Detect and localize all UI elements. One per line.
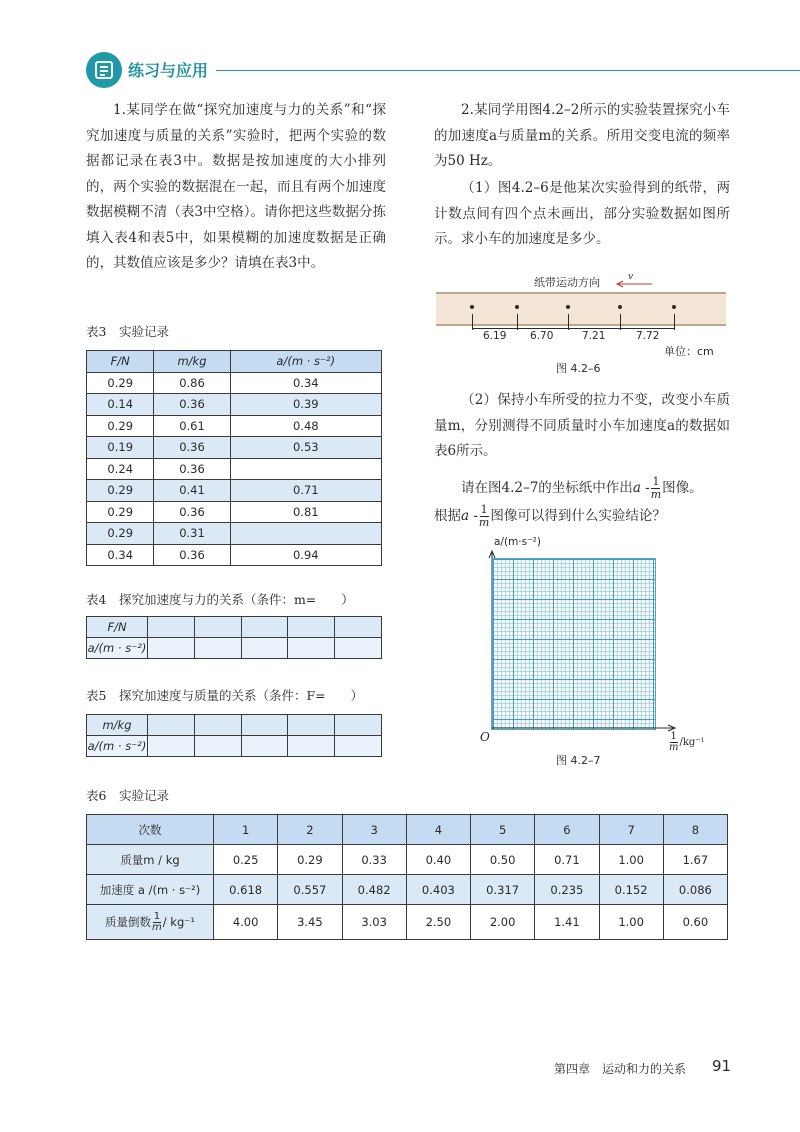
table-cell: 0.14 <box>87 394 154 416</box>
table-cell: 1.41 <box>535 905 599 940</box>
segment-length: 7.72 <box>636 330 660 342</box>
table-cell: 4.00 <box>214 905 278 940</box>
table-cell: 0.36 <box>154 544 230 566</box>
table-cell: 0.29 <box>87 501 154 523</box>
question-2-part-2: （2）保持小车所受的拉力不变，改变小车质量m，分别测得不同质量时小车加速度a的数据如表6所示。 <box>434 392 730 459</box>
table-cell: 0.39 <box>230 394 381 416</box>
table-row <box>87 905 728 940</box>
table-cell: 0.152 <box>599 875 663 905</box>
table-cell: 0.29 <box>278 845 342 875</box>
blank-cell[interactable] <box>335 715 382 736</box>
segment-length: 7.21 <box>582 330 606 342</box>
question-2-part-3-line2 <box>434 504 734 529</box>
table-cell: 0.482 <box>342 875 406 905</box>
question-2-part-1: （1）图4.2–6是他某次实验得到的纸带，两计数点间有四个点未画出，部分实验数据如图所示。求小车的加速度是多少。 <box>434 180 730 247</box>
numerator: 1 <box>652 475 660 488</box>
text-span: 根据 <box>434 508 461 524</box>
table-cell: 1.00 <box>599 905 663 940</box>
unit-label: 单位：cm <box>664 345 714 358</box>
header-rule <box>216 70 800 71</box>
blank-cell[interactable] <box>148 617 195 638</box>
blank-cell[interactable] <box>288 736 335 757</box>
table-row <box>87 437 382 459</box>
origin-label: O <box>480 730 490 744</box>
table-cell: 0.71 <box>535 845 599 875</box>
table-cell: 0.25 <box>214 845 278 875</box>
table-cell: 0.086 <box>663 875 727 905</box>
table-cell: 2.00 <box>471 905 535 940</box>
denominator: m <box>650 488 662 501</box>
table-cell: 0.317 <box>471 875 535 905</box>
row-label: m/kg <box>87 715 148 736</box>
text-span: 图像。 <box>662 480 703 496</box>
table-cell: 0.24 <box>87 458 154 480</box>
direction-arrow-icon <box>614 280 654 288</box>
count-point <box>470 305 474 309</box>
row-label: a/(m · s⁻²) <box>87 736 148 757</box>
table-cell: 0.40 <box>406 845 470 875</box>
table-cell: 0.34 <box>230 372 381 394</box>
table-cell: 0.403 <box>406 875 470 905</box>
blank-cell[interactable] <box>148 715 195 736</box>
label-text: 质量倒数 <box>105 914 152 929</box>
tick-mark <box>674 314 675 330</box>
graph-paper[interactable] <box>492 558 656 730</box>
x-axis <box>488 723 678 733</box>
table-cell: 0.36 <box>154 458 230 480</box>
row-label: F/N <box>87 617 148 638</box>
table-row <box>87 638 382 659</box>
blank-cell[interactable] <box>230 458 381 480</box>
count-point <box>672 305 676 309</box>
fraction <box>669 732 678 753</box>
table-header-row <box>87 815 728 845</box>
figure-caption: 图 4.2–6 <box>556 362 601 375</box>
tape-direction-label: 纸带运动方向 <box>534 276 600 289</box>
row-label: 加速度 a /(m · s⁻²) <box>87 875 214 905</box>
blank-cell[interactable] <box>194 736 241 757</box>
numerator: 1 <box>670 731 677 742</box>
denominator: m <box>669 742 679 753</box>
table-cell: 0.29 <box>87 480 154 502</box>
table6-caption: 表6 实验记录 <box>86 788 169 803</box>
table-cell: 0.60 <box>663 905 727 940</box>
fraction <box>479 504 489 529</box>
table-row <box>87 715 382 736</box>
x-axis-label <box>668 732 705 753</box>
table-row <box>87 875 728 905</box>
table-header-cell: 4 <box>406 815 470 845</box>
table-header-cell: 8 <box>663 815 727 845</box>
table-cell: 0.31 <box>154 523 230 545</box>
count-point <box>515 305 519 309</box>
table-cell: 0.86 <box>154 372 230 394</box>
table-cell: 0.36 <box>154 437 230 459</box>
table-cell: 0.94 <box>230 544 381 566</box>
table-cell: 0.53 <box>230 437 381 459</box>
blank-cell[interactable] <box>194 617 241 638</box>
text-span: 请在图4.2–7的坐标纸中作出 <box>461 480 633 496</box>
table5 <box>86 714 382 757</box>
fraction <box>152 912 162 933</box>
section-title: 练习与应用 <box>128 61 209 80</box>
blank-cell[interactable] <box>194 715 241 736</box>
table-row <box>87 523 382 545</box>
table-cell: 0.29 <box>87 415 154 437</box>
table-header-cell: m/kg <box>154 351 230 373</box>
table-header-cell: 6 <box>535 815 599 845</box>
table-cell: 0.618 <box>214 875 278 905</box>
blank-cell[interactable] <box>241 736 288 757</box>
table-row <box>87 372 382 394</box>
table-cell: 0.71 <box>230 480 381 502</box>
blank-cell[interactable] <box>241 638 288 659</box>
table-cell: 0.36 <box>154 501 230 523</box>
table-header-cell: 1 <box>214 815 278 845</box>
table-cell: 0.48 <box>230 415 381 437</box>
numerator: 1 <box>480 503 488 516</box>
table-row <box>87 617 382 638</box>
table-cell: 0.50 <box>471 845 535 875</box>
table-header-row <box>87 351 382 373</box>
table-row <box>87 544 382 566</box>
blank-cell[interactable] <box>288 638 335 659</box>
table-cell: 0.29 <box>87 372 154 394</box>
blank-cell[interactable] <box>335 638 382 659</box>
blank-cell[interactable] <box>194 638 241 659</box>
numerator: 1 <box>153 910 161 922</box>
row-label: 质量m / kg <box>87 845 214 875</box>
table-header-cell: 7 <box>599 815 663 845</box>
table6 <box>86 814 728 940</box>
table-header-cell: 5 <box>471 815 535 845</box>
table-cell: 3.45 <box>278 905 342 940</box>
table-cell: 3.03 <box>342 905 406 940</box>
math-expr: a - <box>632 480 650 496</box>
page-number: 91 <box>712 1057 732 1075</box>
denominator: m <box>478 516 490 529</box>
table3-caption: 表3 实验记录 <box>86 324 169 339</box>
question-2-part-3 <box>434 476 734 501</box>
table-header-cell: a/(m · s⁻²) <box>230 351 381 373</box>
table4-caption: 表4 探究加速度与力的关系（条件：m= ） <box>86 592 354 607</box>
row-label: a/(m · s⁻²) <box>87 638 148 659</box>
table-row <box>87 501 382 523</box>
question-1: 1.某同学在做“探究加速度与力的关系”和“探究加速度与质量的关系”实验时，把两个实验的数据都记录在表3中。数据是按加速度的大小排列的，两个实验的数据混在一起，而且有两个加速度数据模糊不清（表3中空格）。请你把这些数据分拣填入表4和表5中，如果模糊的加速度数据是正确的，其数值应该是多少？请填在表3中。 <box>86 102 386 271</box>
count-point <box>618 305 622 309</box>
denominator: m <box>152 921 162 933</box>
blank-cell[interactable] <box>288 715 335 736</box>
blank-cell[interactable] <box>241 617 288 638</box>
math-expr: a - <box>461 508 478 524</box>
table5-caption: 表5 探究加速度与质量的关系（条件：F= ） <box>86 688 364 703</box>
table3 <box>86 350 382 566</box>
text-span: 图像可以得到什么实验结论？ <box>490 508 666 524</box>
velocity-label: v <box>628 272 634 282</box>
table-cell: 1.00 <box>599 845 663 875</box>
table-row <box>87 394 382 416</box>
blank-cell[interactable] <box>335 617 382 638</box>
blank-cell[interactable] <box>288 617 335 638</box>
table-header-cell: 3 <box>342 815 406 845</box>
segment-length: 6.19 <box>483 330 507 342</box>
table-cell: 0.19 <box>87 437 154 459</box>
table-cell: 2.50 <box>406 905 470 940</box>
blank-cell[interactable] <box>148 736 195 757</box>
dimension-line <box>472 328 674 329</box>
table-cell: 0.61 <box>154 415 230 437</box>
figure-caption: 图 4.2–7 <box>556 754 601 767</box>
blank-cell[interactable] <box>230 523 381 545</box>
table-cell: 0.41 <box>154 480 230 502</box>
table-cell: 1.67 <box>663 845 727 875</box>
table-header-cell: F/N <box>87 351 154 373</box>
table-row <box>87 458 382 480</box>
table-cell: 0.235 <box>535 875 599 905</box>
blank-cell[interactable] <box>148 638 195 659</box>
table-cell: 0.81 <box>230 501 381 523</box>
table4 <box>86 616 382 659</box>
count-point <box>566 305 570 309</box>
blank-cell[interactable] <box>241 715 288 736</box>
table-row <box>87 845 728 875</box>
chapter-label: 第四章 运动和力的关系 <box>554 1062 687 1076</box>
table-row <box>87 415 382 437</box>
fraction <box>651 476 661 501</box>
table-row <box>87 480 382 502</box>
segment-length: 6.70 <box>530 330 554 342</box>
y-axis-label: a/(m·s⁻²) <box>494 536 541 548</box>
paper-tape <box>436 292 726 326</box>
row-label <box>87 905 214 940</box>
table-cell: 0.29 <box>87 523 154 545</box>
table-header-cell: 次数 <box>87 815 214 845</box>
table-cell: 0.557 <box>278 875 342 905</box>
label-unit: / kg⁻¹ <box>162 914 195 929</box>
table-row <box>87 736 382 757</box>
question-2-intro: 2.某同学用图4.2–2所示的实验装置探究小车的加速度a与质量m的关系。所用交变电流的频率为50 Hz。 <box>434 102 730 169</box>
blank-cell[interactable] <box>335 736 382 757</box>
unit: /kg⁻¹ <box>679 737 705 748</box>
table-cell: 0.34 <box>87 544 154 566</box>
exercise-book-icon <box>86 52 122 88</box>
table-cell: 0.33 <box>342 845 406 875</box>
table-header-cell: 2 <box>278 815 342 845</box>
table-cell: 0.36 <box>154 394 230 416</box>
